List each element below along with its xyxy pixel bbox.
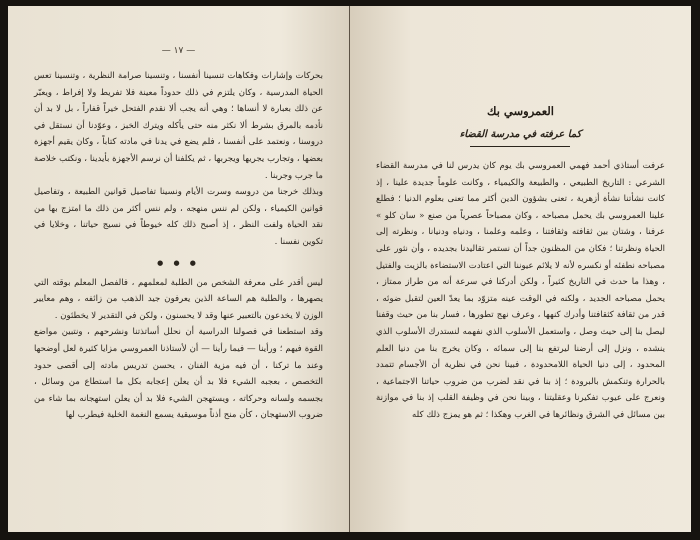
chapter-subtitle: كما عرفته في مدرسة القضاء bbox=[459, 129, 582, 140]
paragraph: وبذلك خرجنا من دروسه وسرت الأيام ونسينا تفاصيل قوانين الطبيعة ، وتفاصيل قوانين الكيمياء ، ولكن لم ننس منهجه ، ولم ننس أكثر من ذلك ما امتزج بها من نقد الحياة ولفت النظر ، إذ أصبح ذلك كله خيوطاً في نسيج حياتنا ، وخلايا في تكوين نفسنا . bbox=[34, 187, 323, 247]
title-divider bbox=[470, 146, 570, 147]
right-page-text bbox=[376, 158, 665, 424]
left-page bbox=[8, 6, 349, 532]
left-page-text bbox=[34, 68, 323, 424]
paragraph: ليس أقدر على معرفة الشخص من الطلبة لمعلمهم ، فالفصل المعلم بوقته التي يصهرها ، والطلبة هم الساعة الذين يعرفون جيد الذهب من زائفه ، وهم معايير الوزن لا يخدعون بالتعبير عنها وقد لا يحسنون ، ولكن في التقدير لا يخطئون . bbox=[34, 277, 323, 321]
paragraph: عرفت أستاذي أحمد فهمي العمروسي بك يوم كان يدرس لنا في مدرسة القضاء الشرعي : التاريخ الطبيعي ، والطبيعة والكيمياء ، وكانت علوماً جديدة علينا ، إذ كانت نشأتنا نشأة أزهرية ، تعنى بشؤون الدين أكثر مما تعنى بعلوم الدنيا ؛ فطلع علينا العمروسي بك يحمل مصباحه ، وكان مصباحاً عصرياً من صنع « سان كلو » عرفنا ، وشتان بين ثقافته وثقافتنا ، وعلمه وعلمنا ، ودنياه ودنيانا ، ونظرته إلى الحياة ونظرتنا ؛ فكان من المظنون جداً أن نستمر تقاليدنا بجديده ، وأن نثور على مصباحه نطفئه أو نكسره لأنه لا يلائم عيوننا التي اعتادت الاستضاءة بالزيت والفتيل ، وهذا ما حدث في التاريخ كثيراً ، ولكن أدركنا في سرعة أنه من طراز ممتاز ، يحمل مصباحه الجديد ، ولكنه في الوقت عينه متزوّد بما يعدّ العين لتقبل ضوئه ، قدر من ثقافة كثقافتنا وأدرك كنهها ، وعرف نهج تطورها ، فسار بنا من حيث وقفنا ليصل بنا إلى حيث وصل ، واستعمل الأسلوب الذي نفهمه لنستدرك الأسلوب الذي ينشده ، ونزل إلى أرضنا ليرتفع بنا إلى سمائه ، وكان يخرج بنا من دنيا العلم المحدود ، إلى دنيا الحياة اللامحدودة ، فبينا نحن في نظرية أن الأجسام تتمدد بالحرارة وتنكمش بالبرودة ؛ إذ بنا في نقد لضرب من ضروب حياتنا الاجتماعية ، ونعرج على عيوب تفكيرنا وعقليتنا ، وبينا نحن في وظيفة القلب إذ بنا في موازنة بين مسائل في الشرق ونظائرها في الغرب وهكذا ؛ ثم هو يمزج ذلك كله bbox=[376, 161, 665, 420]
section-ornament: ● ● ● bbox=[157, 258, 200, 267]
paragraph: بحركات وإشارات وفكاهات تنسينا أنفسنا ، وتنسينا صرامة النظرية ، وتنسينا تعس الحياة المدرسية ، وكان يلتزم في ذلك حدوداً معينة فلا تفريط ولا إفراط ، ويعبّر عن ذلك بعبارة لا أنساها ؛ وهي أنه يجب ألا نقدم الفتحل خيراً قفاراً ، بل لا بد أن نأدمه بالمرق بشرط ألا نكثر منه حتى يأكله ويترك الخبز ، وعوّدنا أن نستقل في دروسنا ، ونعتمد على أنفسنا ، فلم يضع في يدنا في مادته كتاباً ، وكان يقيم أجهزة بعضها ، وتجارب يجريها ويجربها ، ثم يكلفنا أن نرسم الأجهزة بأيدينا ، ونكتب خلاصة ما جرب وجربنا . bbox=[34, 71, 323, 181]
chapter-title: العمروسي بك bbox=[487, 104, 554, 118]
paragraph: وقد استطعنا في فصولنا الدراسية أن نحلل أساتذتنا ونشرحهم ، ونتبين مواضع القوة فيهم ؛ ورأينا — فيما رأينا — أن لأستاذنا العمروسي مزايا كثيرة لعل أوضحها وعند ما تركنا ، أن فيه مزية الفنان ، يحسن تدريس مادته إلى أقصى حدود التخصص ، بعجبه الشيء فلا بد أن يعلن إعجابه بكل ما استطاع من وسائل ، بجسمه ولسانه وحركاته ، ويستهجن الشيء فلا بد أن يعلن استهجانه بما شاء من ضروب الاستهجان ، كأن منح أذناً موسيقية يسمع النغمة الخلية فيطرب لها bbox=[34, 327, 323, 421]
right-page bbox=[350, 6, 691, 532]
page-number: — ١٧ — bbox=[161, 46, 196, 56]
